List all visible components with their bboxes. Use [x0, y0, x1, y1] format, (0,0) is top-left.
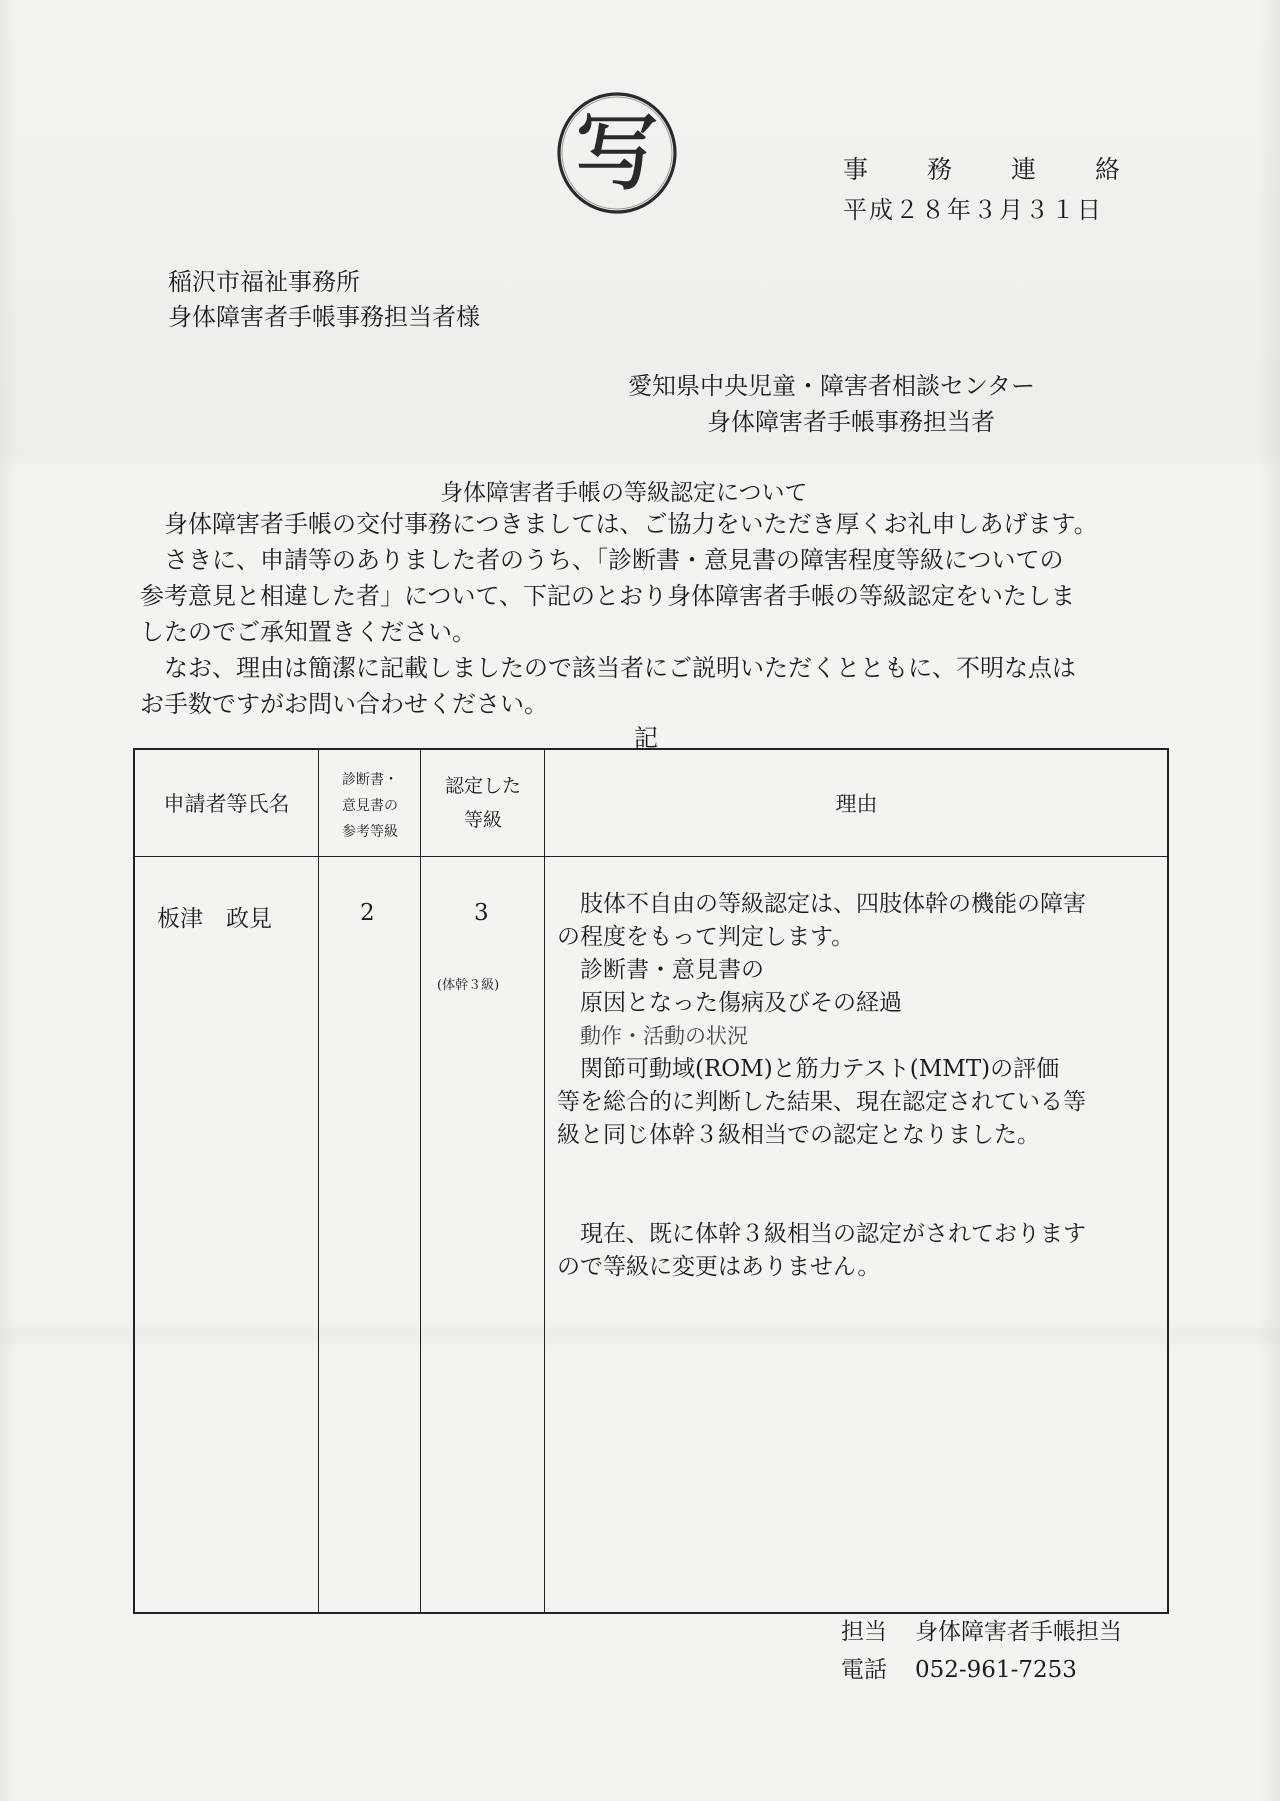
reason-text — [557, 888, 1167, 1284]
header-reference-grade: 診断書・ 意見書の 参考等級 — [342, 772, 398, 840]
reference-grade: 2 — [360, 900, 375, 926]
reason-line: 級と同じ体幹３級相当での認定となりました。 — [557, 1122, 1040, 1148]
document-subject: 身体障害者手帳の等級認定について — [440, 480, 808, 506]
body-line: 参考意見と相違した者」について、下記のとおり身体障害者手帳の等級認定をいたしま — [140, 582, 1076, 610]
reason-spacer — [557, 1152, 1167, 1218]
body-line: お手数ですがお問い合わせください。 — [140, 690, 548, 718]
reason-line: ので等級に変更はありません。 — [557, 1254, 881, 1280]
document-date: 平成２８年３月３１日 — [843, 196, 1103, 224]
reason-line: の程度をもって判定します。 — [557, 924, 855, 950]
reason-line: 動作・活動の状況 — [580, 1024, 748, 1048]
contact-person: 担当 身体障害者手帳担当 — [841, 1619, 1122, 1645]
body-line: なお、理由は簡潔に記載しましたので該当者にご説明いただくとともに、不明な点は — [140, 654, 1076, 682]
table-divider — [318, 750, 319, 1612]
grade-note: (体幹３級) — [437, 978, 500, 993]
applicant-name: 板津 政見 — [157, 906, 272, 932]
reason-line: 診断書・意見書の — [580, 957, 764, 983]
recipient-person: 身体障害者手帳事務担当者様 — [168, 303, 480, 331]
reason-line: 関節可動域(ROM)と筋力テスト(MMT)の評価 — [580, 1056, 1060, 1082]
header-certified-grade: 認定した 等級 — [444, 775, 521, 831]
contact-phone: 電話 052-961-7253 — [841, 1657, 1077, 1683]
document-type: 事 務 連 絡 — [843, 155, 1121, 184]
body-text — [140, 506, 1170, 722]
reason-line: 現在、既に体幹３級相当の認定がされております — [580, 1221, 1086, 1247]
header-reason: 理由 — [835, 792, 878, 816]
body-line: さきに、申請等のありました者のうち、「診断書・意見書の障害程度等級についての — [140, 546, 1064, 574]
reason-line: 原因となった傷病及びその経過 — [580, 990, 902, 1016]
certification-table — [133, 748, 1169, 1614]
copy-stamp — [553, 90, 681, 218]
ki-heading: 記 — [634, 724, 658, 752]
svg-text:写: 写 — [574, 104, 660, 202]
body-line: 身体障害者手帳の交付事務につきましては、ご協力をいただき厚くお礼申しあげます。 — [140, 510, 1098, 538]
sender-person: 身体障害者手帳事務担当者 — [707, 408, 995, 436]
table-divider — [544, 750, 545, 1612]
body-line: したのでご承知置きください。 — [140, 618, 476, 646]
reason-line: 等を総合的に判断した結果、現在認定されている等 — [557, 1089, 1086, 1115]
sender-office: 愛知県中央児童・障害者相談センター — [628, 372, 1036, 400]
recipient-office: 稲沢市福祉事務所 — [168, 268, 360, 296]
header-applicant-name: 申請者等氏名 — [163, 792, 290, 816]
table-divider — [135, 856, 1167, 857]
reason-line: 肢体不自由の等級認定は、四肢体幹の機能の障害 — [580, 891, 1086, 917]
certified-grade: 3 — [474, 900, 489, 926]
table-divider — [420, 750, 421, 1612]
